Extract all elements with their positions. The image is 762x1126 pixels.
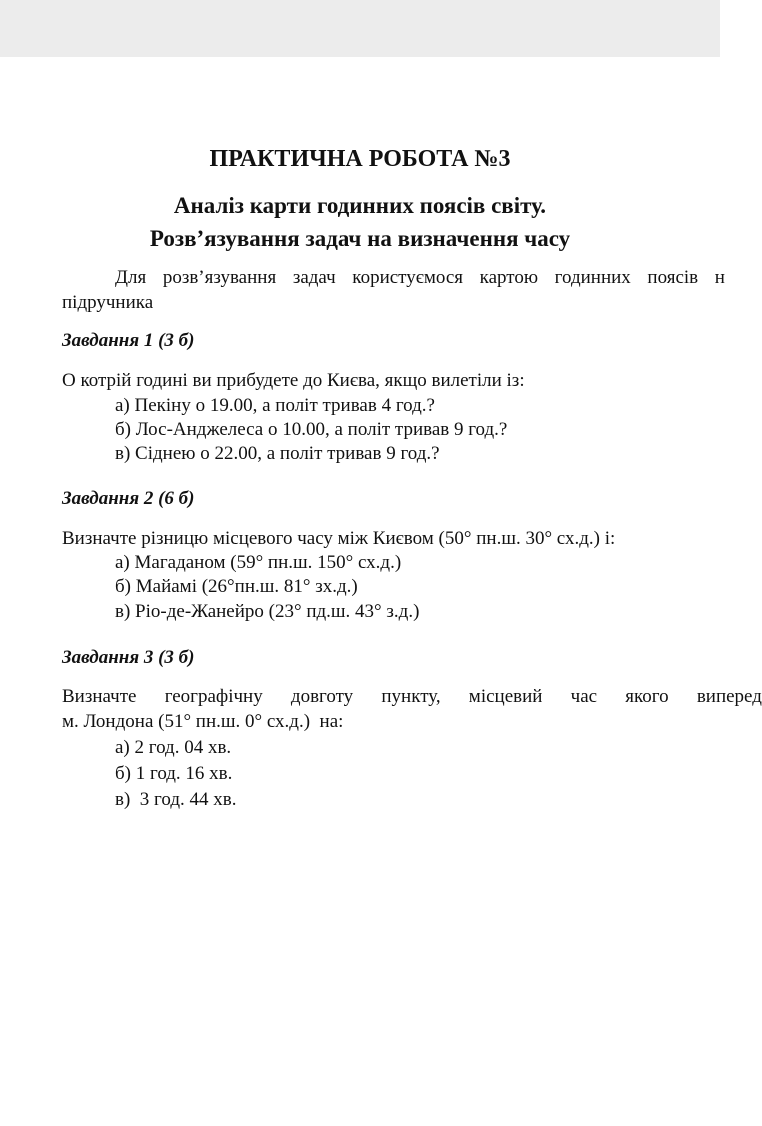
task2-question: Визначте різницю місцевого часу між Києвом (50° пн.ш. 30° сх.д.) і: (62, 528, 616, 549)
task3-word: якого (625, 686, 669, 707)
task3-word: географічну (164, 686, 263, 707)
task2-item-c: в) Ріо-де-Жанейро (23° пд.ш. 43° з.д.) (115, 601, 420, 622)
intro-line-1 (115, 267, 725, 289)
subtitle-line-2: Розв’язування задач на визначення часу (149, 226, 571, 251)
task2-heading: Завдання 2 (6 б) (62, 488, 195, 509)
task3-item-a: а) 2 год. 04 хв. (115, 737, 232, 758)
task1-question: О котрій годині ви прибудете до Києва, якщо вилетіли із: (62, 370, 525, 391)
task3-item-b: б) 1 год. 16 хв. (115, 763, 233, 784)
intro-word: розв’язування (162, 267, 277, 288)
intro-line-2: підручника (62, 292, 154, 313)
task2-item-b: б) Майамі (26°пн.ш. 81° зх.д.) (115, 576, 358, 597)
task3-item-c: в) 3 год. 44 хв. (115, 789, 237, 810)
task1-item-b: б) Лос-Анджелеса о 10.00, а політ тривав 9 год.? (115, 419, 508, 440)
task1-heading: Завдання 1 (3 б) (62, 330, 195, 351)
intro-word: н (714, 267, 725, 288)
task1-item-c: в) Сіднею о 22.00, а політ тривав 9 год.? (115, 443, 440, 464)
task1-item-a: а) Пекіну о 19.00, а політ тривав 4 год.? (115, 395, 435, 416)
intro-word: картою (479, 267, 539, 288)
task3-word: місцевий (468, 686, 543, 707)
task3-heading: Завдання 3 (3 б) (62, 647, 195, 668)
intro-word: користуємося (352, 267, 464, 288)
intro-word: задач (292, 267, 336, 288)
task3-word: довготу (290, 686, 354, 707)
page-title: ПРАКТИЧНА РОБОТА №3 (209, 146, 511, 172)
task3-word: час (570, 686, 598, 707)
task3-word: виперед (696, 686, 762, 707)
task2-item-a: а) Магаданом (59° пн.ш. 150° сх.д.) (115, 552, 402, 573)
task3-question-line-2: м. Лондона (51° пн.ш. 0° сх.д.) на: (62, 711, 344, 732)
top-bar (0, 0, 720, 57)
task3-question-line-1 (62, 686, 762, 708)
task3-word: пункту, (381, 686, 441, 707)
task3-word: Визначте (62, 686, 137, 707)
intro-word: поясів (647, 267, 699, 288)
intro-word: годинних (554, 267, 631, 288)
subtitle-line-1: Аналіз карти годинних поясів світу. (173, 193, 547, 218)
intro-word: Для (115, 267, 147, 288)
